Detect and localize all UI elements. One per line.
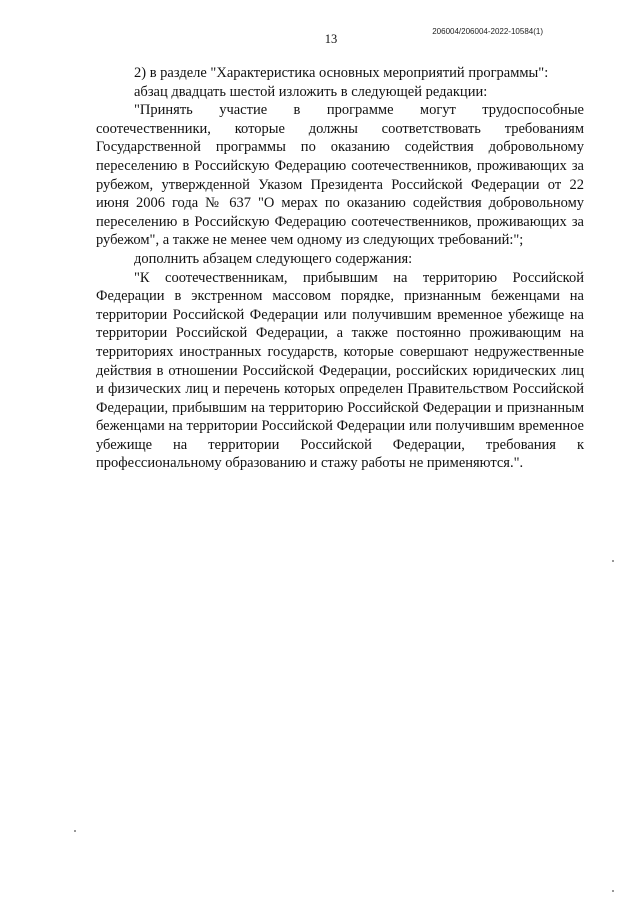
document-registration-code: 206004/206004-2022-10584(1)	[432, 27, 543, 36]
paragraph-addition-instruction: дополнить абзацем следующего содержания:	[134, 250, 413, 267]
page-number: 13	[324, 32, 338, 46]
scan-speck	[612, 560, 614, 562]
paragraph-new-wording: "Принять участие в программе могут трудоспособные соотечественники, которые должны соответствовать требованиям Государственной программы по оказанию содействия добровольному переселению в Российскую Федерацию соотечественников, проживающих за рубежом, утвержденной Указом Президента Российской Федерации от 22 июня 2006 года № 637 "О мерах по оказанию содействия добровольному переселению в Российскую Федерацию соотечественников, проживающих за рубежом", а также не менее чем одному из следующих требований:";	[96, 102, 584, 249]
scan-speck	[74, 830, 76, 832]
paragraph-section-reference: 2) в разделе "Характеристика основных мероприятий программы":	[134, 65, 549, 81]
document-body	[96, 64, 584, 473]
scan-speck	[612, 890, 614, 892]
paragraph-added-text: "К соотечественникам, прибывшим на территорию Российской Федерации в экстренном массовом порядке, признанным беженцами на территории Российской Федерации или получившим временное убежище на территории Российской Федерации, а также постоянно проживающим на территориях иностранных государств, которые совершают недружественные действия в отношении Российской Федерации, российских юридических лиц и физических лиц и перечень которых определен Правительством Российской Федерации, прибывшим на территорию Российской Федерации и признанным беженцами на территории Российской Федерации или получившим временное убежище на территории Российской Федерации, требования к профессиональному образованию и стажу работы не применяются.".	[96, 269, 584, 472]
paragraph-amendment-instruction: абзац двадцать шестой изложить в следующей редакции:	[134, 83, 488, 100]
